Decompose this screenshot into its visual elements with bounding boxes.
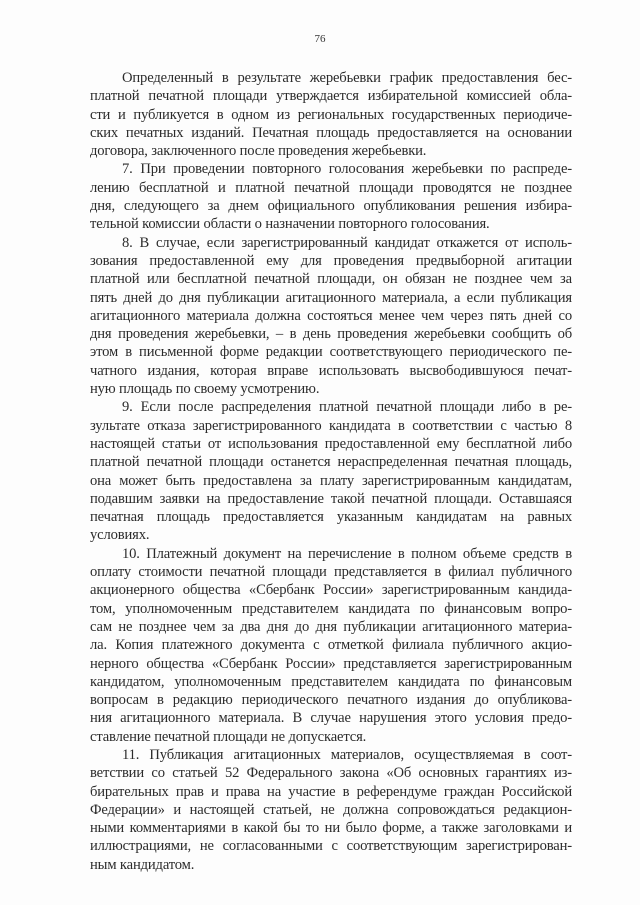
text-line: акционерного общества «Сбербанк России» зарегистрированным кандида-: [90, 582, 572, 599]
text-line: оплату стоимости печатной площади представляется в филиал публичного: [90, 564, 572, 581]
text-line: ными комментариями в какой бы то ни было форме, а также заголовками и: [90, 820, 572, 837]
text-line: 11. Публикация агитационных материалов, осуществляемая в соот-: [122, 746, 572, 763]
text-line: платной печатной площади утверждается избирательной комиссией обла-: [90, 88, 572, 105]
text-line: чатного издания, которая вправе использовать высвободившуюся печат-: [90, 362, 572, 379]
text-line: 7. При проведении повторного голосования жеребьевки по распреде-: [122, 161, 572, 178]
document-body: [90, 69, 572, 874]
text-line: 8. В случае, если зарегистрированный кандидат откажется от исполь-: [122, 234, 572, 251]
text-line: 10. Платежный документ на перечисление в полном объеме средств в: [122, 545, 572, 562]
text-line: этом в письменной форме редакции соответствующего периодического пе-: [90, 344, 572, 361]
text-line: агитационного материала должна состояться менее чем через пять дней со: [90, 307, 572, 324]
text-line: сам не позднее чем за два дня до дня публикации агитационного материа-: [90, 618, 572, 635]
text-line: тельной комиссии области о назначении повторного голосования.: [90, 216, 490, 233]
text-line: вопросам в редакцию периодического печатного издания до опубликова-: [90, 692, 572, 709]
text-line: иллюстрациями, не согласованными с соответствующим зарегистрирован-: [90, 838, 572, 855]
text-line: ветствии со статьей 52 Федерального закона «Об основных гарантиях из-: [90, 765, 572, 782]
text-line: лению бесплатной и платной печатной площади проводятся не позднее: [90, 179, 572, 196]
text-line: Определенный в результате жеребьевки график предоставления бес-: [122, 70, 572, 86]
text-line: ния агитационного материала. В случае нарушения этого условия предо-: [90, 710, 572, 727]
text-line: ным кандидатом.: [90, 856, 195, 873]
text-line: ную площадь по своему усмотрению.: [90, 381, 320, 398]
text-line: настоящей статьи от использования предоставленной ему бесплатной либо: [90, 435, 572, 452]
text-line: подавшим заявки на предоставление такой печатной площади. Оставшаяся: [90, 490, 572, 507]
text-line: платной печатной площади останется нераспределенная печатная площадь,: [90, 454, 572, 471]
text-line: сти и публикуется в одном из региональных государственных периодиче-: [90, 106, 572, 123]
text-line: дня, следующего за днем официального опубликования решения избира-: [90, 198, 572, 215]
paragraph-continuation: [90, 69, 572, 160]
text-line: ставление печатной площади не допускается.: [90, 728, 367, 745]
text-line: дня проведения жеребьевки, – в день проведения жеребьевки сообщить об: [90, 326, 572, 343]
text-line: ских печатных изданий. Печатная площадь предоставляется на основании: [90, 124, 572, 141]
text-line: Федерации» и настоящей статьей, не должна сопровождаться редакцион-: [90, 801, 572, 818]
text-line: том, уполномоченным представителем кандидата по финансовым вопро-: [90, 600, 572, 617]
text-line: ла. Копия платежного документа с отметкой филиала публичного акцио-: [90, 637, 572, 654]
text-line: кандидатом, уполномоченным представителем кандидата по финансовым: [90, 673, 572, 690]
text-line: платной или бесплатной печатной площади, он обязан не позднее чем за: [90, 271, 572, 288]
text-line: бирательных прав и права на участие в референдуме граждан Российской: [90, 783, 572, 800]
text-line: пять дней до дня публикации агитационного материала, а если публикация: [90, 289, 572, 306]
text-line: зования предоставленной ему для проведения предвыборной агитации: [90, 252, 572, 269]
paragraph-11: [90, 746, 572, 874]
text-line: 9. Если после распределения платной печатной площади либо в ре-: [122, 399, 572, 416]
text-line: зультате отказа зарегистрированного кандидата в соответствии с частью 8: [90, 417, 572, 434]
paragraph-10: [90, 545, 572, 746]
text-line: печатная площадь предоставляется указанным кандидатам на равных: [90, 509, 572, 526]
paragraph-7: [90, 160, 572, 233]
paragraph-9: [90, 398, 572, 544]
text-line: условиях.: [90, 527, 150, 544]
paragraph-8: [90, 234, 572, 399]
text-line: договора, заключенного после проведения жеребьевки.: [90, 143, 427, 160]
text-line: она может быть предоставлена за плату зарегистрированным кандидатам,: [90, 472, 572, 489]
text-line: нерного общества «Сбербанк России» представляется зарегистрированным: [90, 655, 572, 672]
page-number: 76: [314, 33, 326, 45]
